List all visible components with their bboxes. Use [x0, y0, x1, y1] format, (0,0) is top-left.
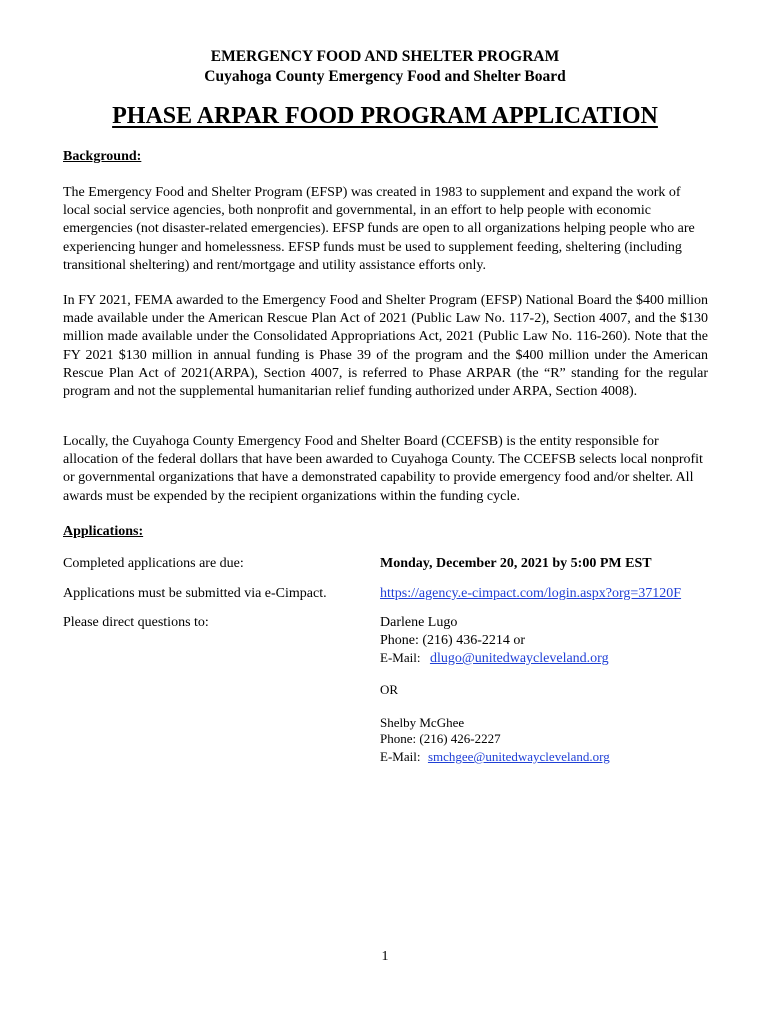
contact-1-email-row — [380, 650, 609, 668]
program-name: EMERGENCY FOOD AND SHELTER PROGRAM — [210, 48, 560, 65]
contact-2-email-label: E-Mail: — [380, 749, 421, 764]
background-paragraph-1: The Emergency Food and Shelter Program (EFSP) was created in 1983 to supplement and expand the work of local social service agencies, both nonprofit and governmental, in an effort to help people with economic emergencies (not disaster-related emergencies). EFSP funds are open to all organizations helping people who are experiencing hunger and homelessness. EFSP funds must be used to supplement feeding, sheltering (including transitional sheltering) and rent/mortgage and utility assistance efforts only. — [63, 185, 695, 273]
due-date-value: Monday, December 20, 2021 by 5:00 PM EST — [380, 556, 652, 571]
contact-2-phone: Phone: (216) 426-2227 — [380, 731, 501, 746]
contact-1-email-label: E-Mail: — [380, 650, 421, 665]
submission-link[interactable]: https://agency.e-cimpact.com/login.aspx?org=37120F — [380, 586, 682, 601]
applications-heading: Applications: — [63, 524, 144, 539]
background-heading: Background: — [63, 149, 142, 164]
submission-label: Applications must be submitted via e-Cimpact. — [63, 586, 327, 601]
or-separator: OR — [380, 682, 399, 697]
contact-2-email-row — [380, 749, 610, 767]
page-title: PHASE ARPAR FOOD PROGRAM APPLICATION — [112, 103, 658, 129]
due-date-label: Completed applications are due: — [63, 556, 244, 571]
contact-2-name: Shelby McGhee — [380, 715, 465, 730]
contact-1-email-link[interactable]: dlugo@unitedwaycleveland.org — [429, 651, 609, 666]
contact-2-email-link[interactable]: smchgee@unitedwaycleveland.org — [427, 749, 610, 764]
page-number: 1 — [381, 949, 389, 964]
board-name: Cuyahoga County Emergency Food and Shelter Board — [204, 68, 566, 85]
background-paragraph-2: In FY 2021, FEMA awarded to the Emergency Food and Shelter Program (EFSP) National Board the $400 million made available under the American Rescue Plan Act of 2021 (Public Law No. 117-2), Section 4007, and the $130 million made available under the Consolidated Appropriations Act, 2021 (Public Law No. 116-260). Note that the FY 2021 $130 million in annual funding is Phase 39 of the program and the $400 million under the American Rescue Plan Act of 2021(ARPA), Section 4007, is referred to Phase ARPAR (the “R” standing for the regular program and not the supplemental humanitarian relief funding authorized under ARPA, Section 4008). — [63, 293, 708, 400]
contact-1-phone: Phone: (216) 436-2214 or — [380, 633, 526, 648]
background-paragraph-3: Locally, the Cuyahoga County Emergency Food and Shelter Board (CCEFSB) is the entity responsible for allocation of the federal dollars that have been awarded to Cuyahoga County. The CCEFSB selects local nonprofit or governmental organizations that have a demonstrated capability to provide emergency food and/or shelter. All awards must be expended by the recipient organizations within the funding cycle. — [63, 434, 703, 504]
questions-label: Please direct questions to: — [63, 615, 209, 630]
contact-1-name: Darlene Lugo — [380, 615, 458, 630]
